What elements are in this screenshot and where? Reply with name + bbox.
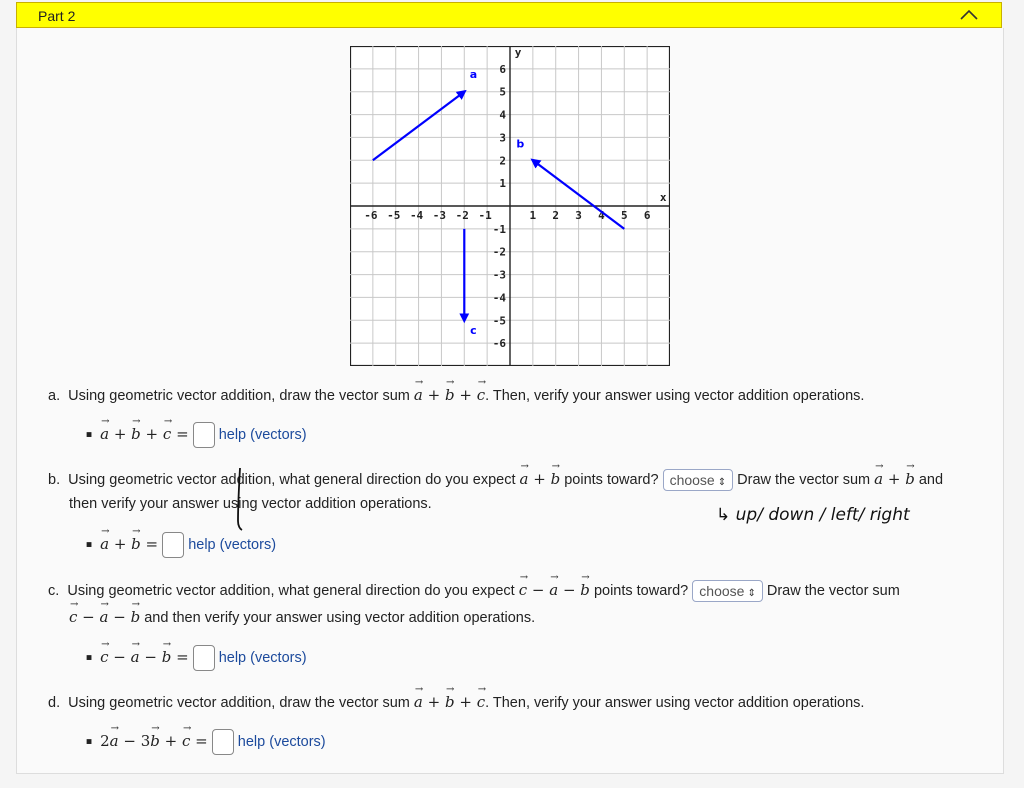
direction-select-b-value: choose bbox=[669, 472, 715, 488]
chevron-up-icon[interactable] bbox=[959, 7, 979, 23]
answer-row-a bbox=[86, 422, 307, 448]
question-c-text-2: points toward? bbox=[593, 582, 689, 599]
y-axis-label: y bbox=[514, 46, 522, 59]
direction-select-c-value: choose bbox=[699, 583, 745, 599]
help-link-d[interactable]: help (vectors) bbox=[237, 734, 326, 750]
vector-label-c: c bbox=[470, 324, 477, 337]
y-tick-label: -5 bbox=[492, 314, 506, 328]
y-tick-label: 3 bbox=[499, 131, 506, 145]
x-tick-label: 4 bbox=[598, 209, 605, 222]
question-b-letter: b. bbox=[48, 471, 61, 488]
question-d-letter: d. bbox=[48, 695, 61, 711]
question-a-letter: a. bbox=[48, 388, 61, 404]
part-title: Part 2 bbox=[38, 8, 76, 24]
y-tick-label: -2 bbox=[492, 245, 506, 259]
select-arrows-icon: ⇕ bbox=[747, 588, 756, 599]
math-c-minus-a-minus-b-2: → c − → a − → b bbox=[69, 608, 140, 626]
question-c-text-4: and then verify your answer using vector addition operations. bbox=[144, 610, 536, 626]
x-tick-label: -5 bbox=[387, 209, 401, 222]
select-arrows-icon: ⇕ bbox=[717, 477, 727, 488]
math-a-plus-b-plus-c: → a + → b + → c bbox=[414, 386, 485, 404]
question-b-text-4: and bbox=[918, 471, 944, 488]
direction-select-b[interactable] bbox=[663, 469, 734, 491]
help-link-c[interactable]: help (vectors) bbox=[218, 650, 307, 666]
y-tick-label: -4 bbox=[492, 291, 506, 305]
bullet: ■ bbox=[86, 429, 93, 441]
y-tick-label: 4 bbox=[499, 108, 506, 122]
answer-input-b[interactable] bbox=[162, 532, 184, 558]
bullet: ■ bbox=[86, 736, 93, 748]
x-axis-label: x bbox=[659, 191, 667, 204]
x-tick-label: -3 bbox=[432, 209, 447, 222]
x-tick-label: 6 bbox=[643, 209, 651, 222]
y-tick-label: 2 bbox=[499, 154, 506, 168]
y-tick-label: 1 bbox=[499, 177, 506, 191]
question-c-text: Using geometric vector addition, what general direction do you expect bbox=[67, 582, 515, 599]
math-a-plus-b-equals: → a + → b = bbox=[100, 535, 158, 553]
x-tick-label: 1 bbox=[529, 209, 537, 222]
math-a-plus-b: → a + → b bbox=[520, 470, 561, 488]
math-a-plus-b-plus-c-d: → a + → b + → c bbox=[414, 693, 485, 711]
question-a bbox=[48, 386, 864, 404]
answer-row-b bbox=[86, 532, 276, 558]
question-b-line2: then verify your answer using vector addition operations. bbox=[69, 496, 432, 512]
x-tick-label: 5 bbox=[620, 209, 628, 222]
handwritten-note: ↳ up/ down / left/ right bbox=[716, 505, 910, 525]
answer-row-d bbox=[86, 729, 326, 755]
answer-input-c[interactable] bbox=[193, 645, 215, 671]
bullet: ■ bbox=[86, 539, 93, 551]
vector-label-a: a bbox=[469, 68, 478, 81]
question-b-text: Using geometric vector addition, what general direction do you expect bbox=[68, 471, 516, 488]
direction-select-c[interactable] bbox=[692, 580, 763, 602]
x-tick-label: -6 bbox=[364, 209, 378, 222]
question-d-text-end: . Then, verify your answer using vector addition operations. bbox=[485, 695, 865, 711]
question-c-text-3: Draw the vector sum bbox=[766, 582, 900, 599]
help-link-b[interactable]: help (vectors) bbox=[188, 537, 277, 553]
handwritten-mark bbox=[232, 466, 246, 532]
answer-input-a[interactable] bbox=[193, 422, 215, 448]
help-link-a[interactable]: help (vectors) bbox=[218, 427, 307, 443]
math-a-plus-b-plus-c-equals: → a + → b + → c = bbox=[100, 425, 189, 443]
question-a-text-end: . Then, verify your answer using vector addition operations. bbox=[485, 388, 865, 404]
question-b bbox=[48, 469, 943, 491]
question-c bbox=[48, 580, 900, 602]
question-d-text: Using geometric vector addition, draw the vector sum bbox=[68, 695, 410, 711]
math-2a-minus-3b-plus-c-equals: 2→ a − 3→ b + → c = bbox=[100, 732, 208, 750]
question-b-text-3: Draw the vector sum bbox=[737, 471, 871, 488]
y-tick-label: -3 bbox=[492, 268, 506, 282]
question-a-text: Using geometric vector addition, draw the vector sum bbox=[68, 388, 410, 404]
math-c-minus-a-minus-b: → c − → a − → b bbox=[519, 581, 590, 599]
question-b-text-2: points toward? bbox=[564, 471, 659, 488]
y-tick-label: 6 bbox=[499, 62, 506, 76]
x-tick-label: -2 bbox=[455, 209, 469, 222]
y-tick-label: -1 bbox=[492, 222, 506, 236]
question-c-letter: c. bbox=[48, 582, 60, 599]
x-tick-label: 2 bbox=[552, 209, 560, 222]
vector-label-b: b bbox=[516, 137, 525, 151]
answer-input-d[interactable] bbox=[212, 729, 234, 755]
vector-graph bbox=[350, 46, 670, 366]
question-c-line2 bbox=[69, 608, 535, 626]
question-d bbox=[48, 693, 864, 711]
math-a-plus-b-2: → a + → b bbox=[874, 470, 915, 488]
answer-row-c bbox=[86, 645, 307, 671]
x-tick-label: -4 bbox=[409, 209, 424, 222]
x-tick-label: 3 bbox=[575, 209, 582, 222]
x-tick-label: -1 bbox=[478, 209, 492, 222]
part-header[interactable] bbox=[16, 2, 1002, 28]
math-c-minus-a-minus-b-equals: → c − → a − → b = bbox=[100, 648, 189, 666]
y-tick-label: 5 bbox=[499, 85, 506, 99]
y-tick-label: -6 bbox=[492, 337, 506, 351]
bullet: ■ bbox=[86, 652, 93, 664]
